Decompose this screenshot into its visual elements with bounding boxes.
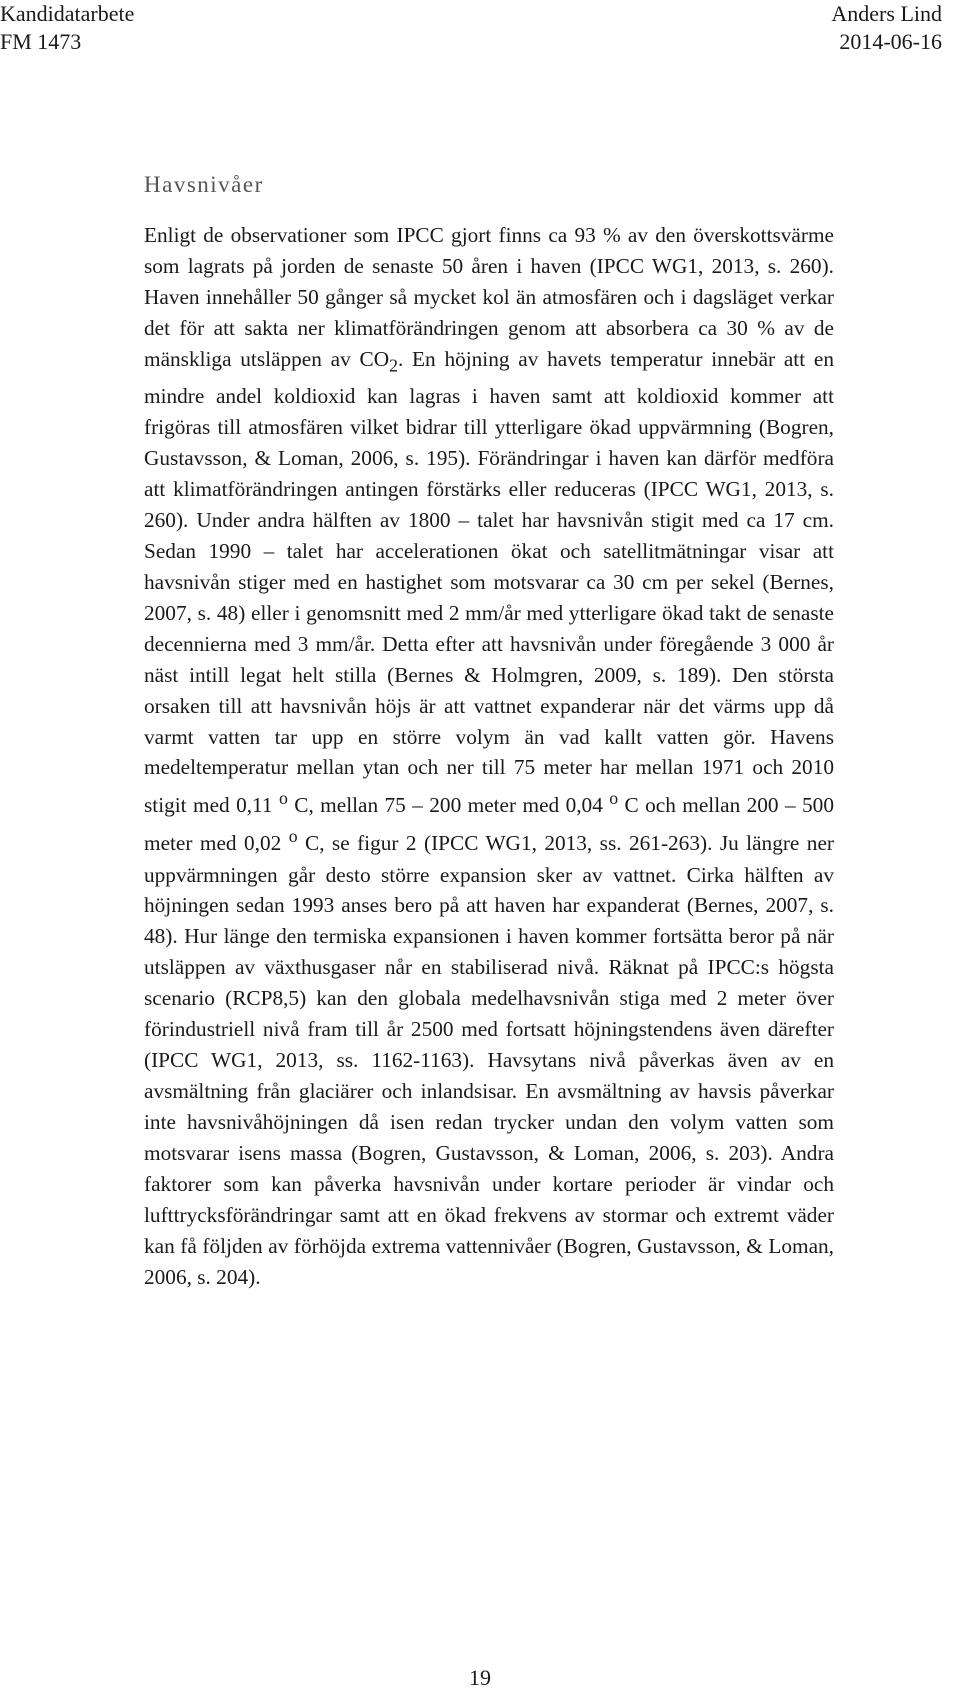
header-right [831,0,942,56]
header-date: 2014-06-16 [839,29,942,54]
header-left [0,0,134,56]
body-paragraph [144,220,834,1293]
degree-superscript: o [609,788,619,809]
header-doc-type: Kandidatarbete [0,1,135,26]
body-text-part: C och mellan 200 – 500 meter med 0,02 [144,793,834,856]
body-text-part: Enligt de observationer som IPCC gjort finns ca 93 % av den överskottsvärme som lagrats på jorden de senaste 50 åren i haven (IPCC WG1, 2013, s. 260). Haven innehåller 50 gånger så mycket kol än atmosfären och i dagsläget verkar det för att sakta ner klimatförändringen genom att absorbera ca 30 % av de mänskliga utsläppen av CO [144,223,834,371]
degree-superscript: o [288,826,298,847]
degree-superscript: o [278,788,288,809]
header-author: Anders Lind [831,1,942,26]
body-text-part: . En höjning av havets temperatur innebär att en mindre andel koldioxid kan lagras i haven samt att koldioxid kommer att frigöras till atmosfären vilket bidrar till ytterligare ökad uppvärmning (Bogren, Gustavsson, & Loman, 2006, s. 195). Förändringar i haven kan därför medföra att klimatförändringen antingen förstärks eller reduceras (IPCC WG1, 2013, s. 260). Under andra hälften av 1800 – talet har havsnivån stigit med ca 17 cm. Sedan 1990 – talet har accelerationen ökat och satellitmätningar visar att havsnivån stiger med en hastighet som motsvarar ca 30 cm per sekel (Bernes, 2007, s. 48) eller i genomsnitt med 2 mm/år med ytterligare ökad takt de senaste decennierna med 3 mm/år. Detta efter att havsnivån under föregående 3 000 år näst intill legat helt stilla (Bernes & Holmgren, 2009, s. 189). Den största orsaken till att havsnivån höjs är att vattnet expanderar när det värms upp då varmt vatten tar upp en större volym än vad kallt vatten gör. Havens medeltemperatur mellan ytan och ner till 75 meter har mellan 1971 och 2010 stigit med 0,11 [144,346,834,818]
page-number: 19 [469,1665,491,1690]
co2-subscript: 2 [389,355,398,376]
body-text-part: C, mellan 75 – 200 meter med 0,04 [287,793,610,818]
header-course-code: FM 1473 [0,29,82,54]
section-heading: Havsnivåer [144,172,264,197]
body-text-part: C, se figur 2 (IPCC WG1, 2013, ss. 261-263). Ju längre ner uppvärmningen går desto större expansion sker av vattnet. Cirka hälften av höjningen sedan 1993 anses bero på att haven har expanderat (Bernes, 2007, s. 48). Hur länge den termiska expansionen i haven kommer fortsätta beror på när utsläppen av växthusgaser når en stabiliserad nivå. Räknat på IPCC:s högsta scenario (RCP8,5) kan den globala medelhavsnivån stiga med 2 meter över förindustriell nivå fram till år 2500 med fortsatt höjningstendens även därefter (IPCC WG1, 2013, ss. 1162-1163). Havsytans nivå påverkas även av en avsmältning från glaciärer och inlandsisar. En avsmältning av havsis påverkar inte havsnivåhöjningen då isen redan trycker undan den volym vatten som motsvarar isens massa (Bogren, Gustavsson, & Loman, 2006, s. 203). Andra faktorer som kan påverka havsnivån under kortare perioder är vindar och lufttrycksförändringar samt att en ökad frekvens av stormar och extremt väder kan få följden av förhöjda extrema vattennivåer (Bogren, Gustavsson, & Loman, 2006, s. 204). [144,831,834,1289]
page-header [0,0,960,60]
